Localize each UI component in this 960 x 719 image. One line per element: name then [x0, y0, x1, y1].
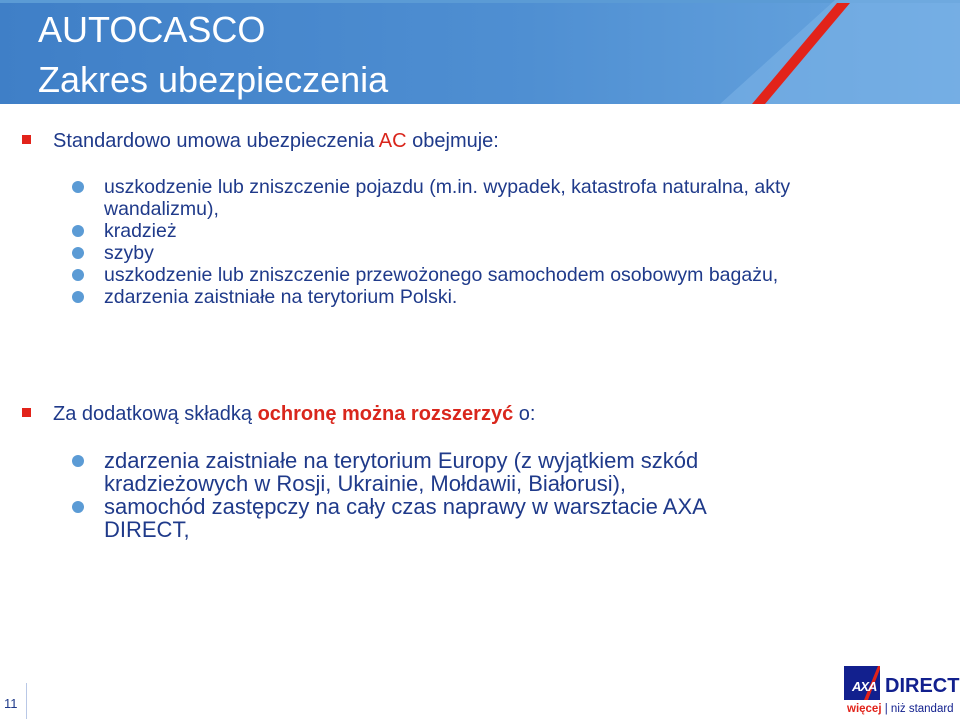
- circle-bullet-icon: [72, 225, 84, 237]
- section1-heading-text: Standardowo umowa ubezpieczenia: [53, 130, 379, 152]
- logo-direct-text: DIRECT: [885, 675, 960, 697]
- list-item: [72, 264, 872, 286]
- list-item-text: szyby: [104, 242, 154, 264]
- circle-bullet-icon: [72, 269, 84, 281]
- axa-logo-icon: [844, 666, 880, 700]
- circle-bullet-icon: [72, 501, 84, 513]
- section1-heading: [22, 129, 499, 153]
- square-bullet-icon: [22, 408, 31, 417]
- circle-bullet-icon: [72, 455, 84, 467]
- circle-bullet-icon: [72, 291, 84, 303]
- list-item-text: uszkodzenie lub zniszczenie przewożonego samochodem osobowym bagażu,: [104, 264, 779, 286]
- list-item-text: zdarzenia zaistniałe na terytorium Polski.: [104, 286, 458, 308]
- header-banner: [0, 0, 960, 104]
- list-item: [72, 220, 872, 242]
- section2-heading-highlight: ochronę można rozszerzyć: [257, 403, 514, 425]
- list-item-text: kradzież: [104, 220, 177, 242]
- circle-bullet-icon: [72, 181, 84, 193]
- axa-logo-text: AXA: [852, 679, 877, 694]
- square-bullet-icon: [22, 135, 31, 144]
- logo-tagline-rest: | niż standard: [884, 703, 954, 715]
- list-item-text: uszkodzenie lub zniszczenie pojazdu (m.in. wypadek, katastrofa naturalna, akty wandalizmu),: [104, 176, 791, 220]
- section1-heading-end: obejmuje:: [406, 130, 499, 152]
- logo-tagline-bold: więcej: [847, 703, 882, 715]
- section2-heading-end: o:: [513, 403, 536, 425]
- circle-bullet-icon: [72, 247, 84, 259]
- footer-divider: [26, 683, 27, 719]
- list-item: [72, 495, 792, 541]
- section2-heading: [22, 402, 535, 426]
- title-line-1: AUTOCASCO: [38, 9, 266, 50]
- list-item-text: samochód zastępczy na cały czas naprawy w warsztacie AXA DIRECT,: [104, 494, 706, 542]
- list-item: [72, 242, 872, 264]
- section2-heading-text: Za dodatkową składką: [53, 403, 258, 425]
- light-wedge: [720, 0, 960, 104]
- section1-list: [72, 176, 872, 308]
- list-item: [72, 286, 872, 308]
- section2-list: [72, 449, 792, 541]
- page-number: 11: [4, 696, 18, 711]
- axa-direct-logo: [838, 662, 960, 719]
- list-item-text: zdarzenia zaistniałe na terytorium Europy (z wyjątkiem szkód kradzieżowych w Rosji, Ukrainie, Mołdawii, Białorusi),: [104, 448, 699, 496]
- list-item: [72, 449, 792, 495]
- list-item: [72, 176, 872, 220]
- logo-tagline: [847, 703, 954, 715]
- title-line-2: Zakres ubezpieczenia: [38, 59, 389, 100]
- section1-heading-highlight: AC: [378, 130, 407, 152]
